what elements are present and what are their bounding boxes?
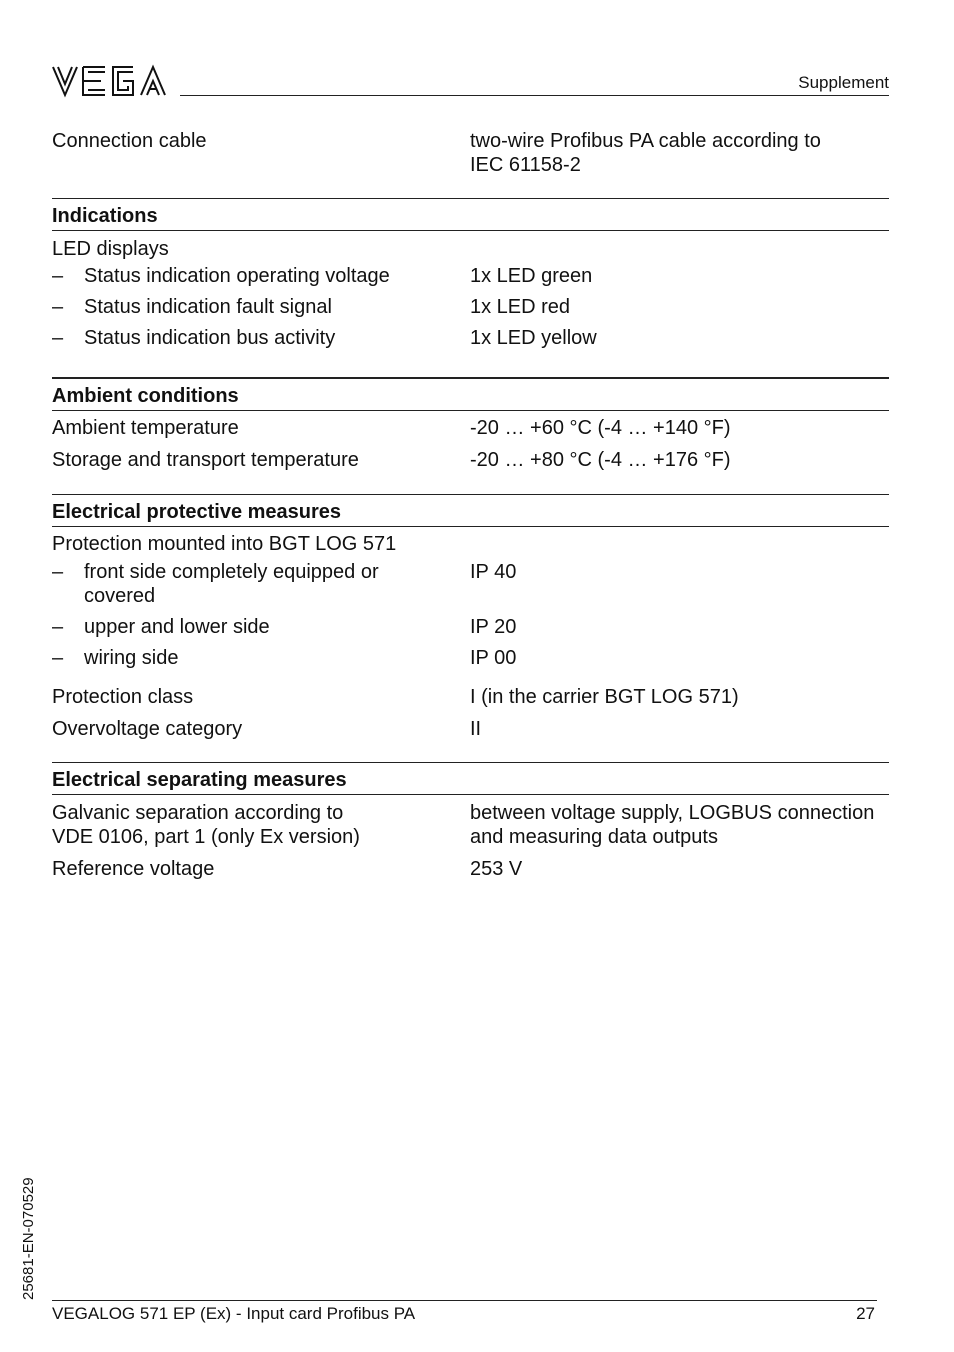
list-dash: – [52, 296, 64, 318]
section-rule-bottom [52, 230, 889, 231]
section-rule-top [52, 198, 889, 199]
footer-title: VEGALOG 571 EP (Ex) - Input card Profibus PA [52, 1304, 416, 1323]
storage-temp-value: -20 … +80 °C (-4 … +176 °F) [470, 449, 731, 471]
section-rule-top [52, 494, 889, 495]
galvanic-value-1: between voltage supply, LOGBUS connection [470, 802, 875, 824]
galvanic-label-2: VDE 0106, part 1 (only Ex version) [52, 826, 360, 848]
protective-title: Electrical protective measures [52, 501, 342, 523]
page-number: 27 [856, 1304, 875, 1323]
front-side-label-1: front side completely equipped or [84, 561, 379, 583]
reference-voltage-label: Reference voltage [52, 858, 215, 880]
section-rule-bottom [52, 410, 889, 411]
section-rule-bottom [52, 794, 889, 795]
list-dash: – [52, 616, 64, 638]
led-voltage-label: Status indication operating voltage [84, 265, 390, 287]
connection-cable-label: Connection cable [52, 130, 207, 152]
separating-title: Electrical separating measures [52, 769, 347, 791]
header-section-label: Supplement [798, 73, 889, 92]
storage-temp-label: Storage and transport temperature [52, 449, 359, 471]
footer-rule [52, 1300, 877, 1301]
document-code: 25681-EN-070529 [20, 1177, 37, 1300]
indications-title: Indications [52, 205, 158, 227]
protection-class-label: Protection class [52, 686, 194, 708]
section-rule-top [52, 377, 889, 379]
ambient-temp-label: Ambient temperature [52, 417, 239, 439]
list-dash: – [52, 647, 64, 669]
front-side-label-2: covered [84, 585, 156, 607]
led-bus-value: 1x LED yellow [470, 327, 597, 349]
ambient-temp-value: -20 … +60 °C (-4 … +140 °F) [470, 417, 731, 439]
header-rule [180, 95, 889, 96]
section-rule-bottom [52, 526, 889, 527]
front-side-value: IP 40 [470, 561, 517, 583]
wiring-side-label: wiring side [84, 647, 179, 669]
wiring-side-value: IP 00 [470, 647, 517, 669]
protection-class-value: I (in the carrier BGT LOG 571) [470, 686, 739, 708]
ambient-title: Ambient conditions [52, 385, 239, 407]
section-rule-top [52, 762, 889, 763]
upper-lower-label: upper and lower side [84, 616, 270, 638]
led-bus-label: Status indication bus activity [84, 327, 336, 349]
list-dash: – [52, 265, 64, 287]
list-dash: – [52, 327, 64, 349]
led-displays-label: LED displays [52, 238, 169, 260]
led-voltage-value: 1x LED green [470, 265, 593, 287]
connection-cable-value-2: IEC 61158-2 [470, 154, 581, 176]
upper-lower-value: IP 20 [470, 616, 517, 638]
led-fault-value: 1x LED red [470, 296, 571, 318]
overvoltage-value: II [470, 718, 482, 740]
list-dash: – [52, 561, 64, 583]
connection-cable-value-1: two-wire Profibus PA cable according to [470, 130, 821, 152]
led-fault-label: Status indication fault signal [84, 296, 332, 318]
galvanic-value-2: and measuring data outputs [470, 826, 718, 848]
vega-logo [51, 64, 169, 98]
reference-voltage-value: 253 V [470, 858, 523, 880]
protection-label: Protection mounted into BGT LOG 571 [52, 533, 397, 555]
galvanic-label-1: Galvanic separation according to [52, 802, 344, 824]
overvoltage-label: Overvoltage category [52, 718, 243, 740]
